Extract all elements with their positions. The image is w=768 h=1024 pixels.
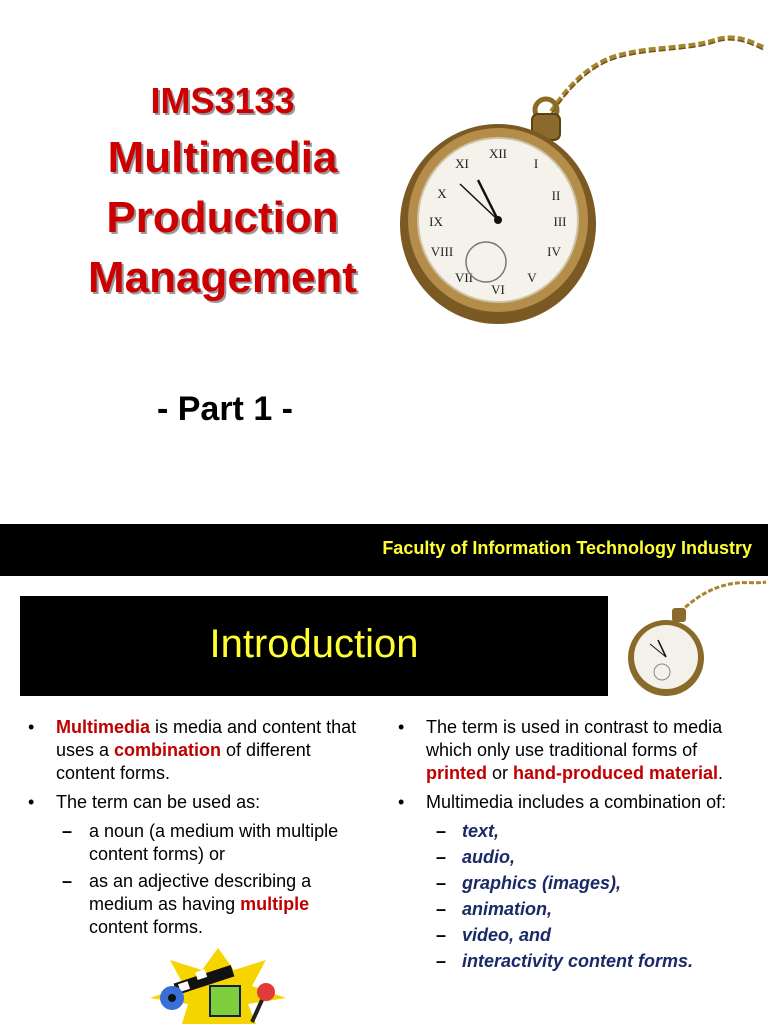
introduction-slide bbox=[0, 576, 768, 1024]
svg-text:IX: IX bbox=[429, 214, 443, 229]
list-item: • Multimedia includes a combination of: bbox=[398, 792, 727, 812]
list-item: – text, bbox=[436, 821, 500, 841]
pocket-watch-icon bbox=[620, 578, 768, 698]
svg-text:II: II bbox=[551, 188, 561, 203]
svg-text:I: I bbox=[533, 156, 539, 171]
faculty-label: Faculty of Information Technology Industry bbox=[382, 538, 752, 558]
footer-bar bbox=[0, 524, 768, 576]
list-item: – as an adjective describing a medium as having multiple content forms. bbox=[62, 871, 312, 937]
list-item: – audio, bbox=[436, 847, 515, 867]
part-label: - Part 1 - bbox=[156, 390, 294, 428]
list-item: – interactivity content forms. bbox=[436, 951, 694, 971]
list-item: – animation, bbox=[436, 899, 553, 919]
svg-text:VI: VI bbox=[491, 282, 505, 297]
list-item: – graphics (images), bbox=[436, 873, 622, 893]
title-line-3: Management bbox=[88, 253, 357, 302]
slide-heading: Introduction bbox=[209, 622, 419, 666]
svg-text:X: X bbox=[437, 186, 447, 201]
list-item: • The term can be used as: bbox=[28, 792, 261, 812]
right-column bbox=[398, 716, 758, 976]
title-line-2: Production bbox=[106, 193, 339, 242]
svg-text:VII: VII bbox=[454, 270, 474, 285]
pocket-watch-icon bbox=[396, 28, 768, 328]
course-code: IMS3133 bbox=[150, 80, 295, 121]
list-item: • Multimedia is media and content that uses a combination of different content forms. bbox=[28, 717, 357, 783]
list-item: – a noun (a medium with multiple content forms) or bbox=[62, 821, 339, 864]
list-item: – video, and bbox=[436, 925, 552, 945]
svg-text:XII: XII bbox=[488, 146, 508, 161]
svg-text:XI: XI bbox=[455, 156, 469, 171]
svg-text:V: V bbox=[527, 270, 537, 285]
svg-text:III: III bbox=[553, 214, 567, 229]
list-item: • The term is used in contrast to media which only use traditional forms of printed or hand-produced material. bbox=[398, 717, 724, 783]
heading-box bbox=[20, 596, 608, 696]
title-line-1: Multimedia bbox=[107, 133, 338, 182]
svg-text:IV: IV bbox=[547, 244, 561, 259]
multimedia-clipart-icon bbox=[148, 946, 288, 1024]
svg-text:VIII: VIII bbox=[430, 244, 454, 259]
left-column bbox=[28, 716, 368, 943]
